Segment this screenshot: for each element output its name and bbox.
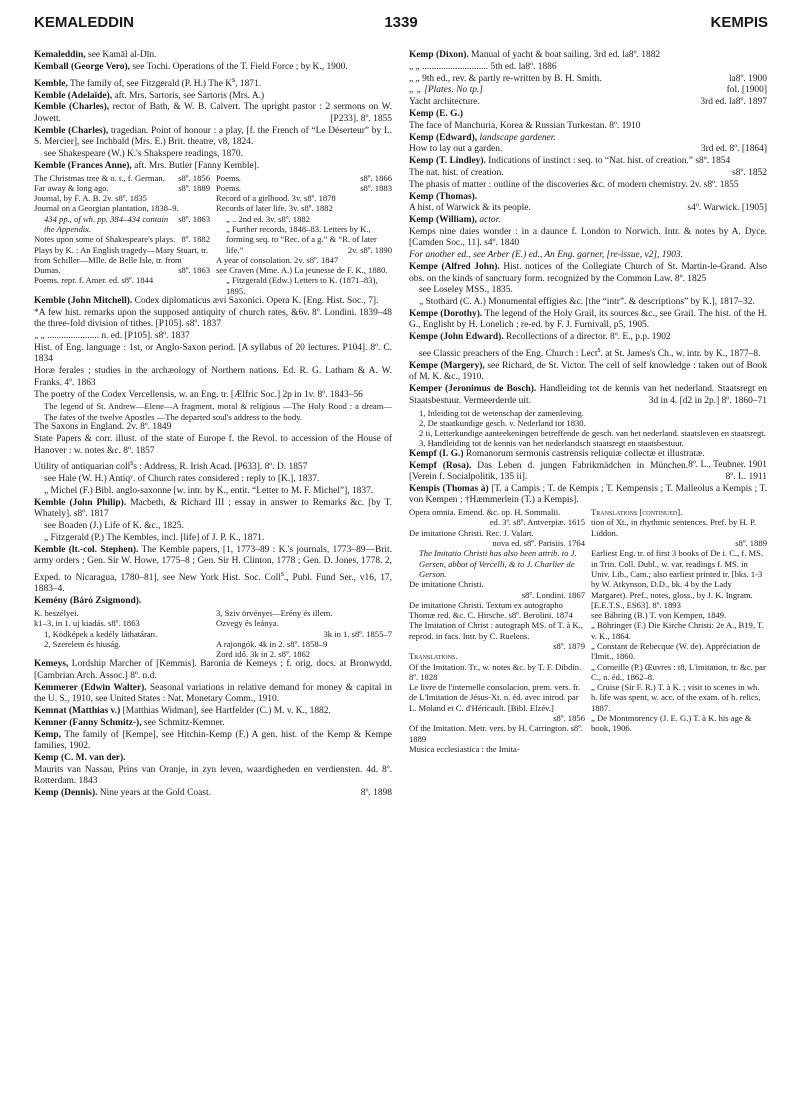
kemble-philip-see: „ Fitzgerald (P.) The Kembles, incl. [life] of J. P. K., 1871. [44,532,265,543]
kemble-john-work: The Saxons in England. 2v. 8º. 1849 [34,422,172,433]
entry-kempis: Kempis (Thomas à) [T. a Campis ; T. de Kempis ; T. Kempensis ; T. Malleolus a Kempis ; T. von Kempen ; †Hæmmerlein (T.) a Kempis]. [409,483,767,506]
work: De imitatione Christi. [409,579,484,590]
entry-kempf-rosa: Kempf (Rosa). Das Leben d. jungen Fabrikmädchen in München. [Verein f. Socialpolitik, 135 ii]. 8º. L. 1911 [409,460,767,483]
kemp-william-work: Kemps nine daies wonder : in a daunce f. London to Norwich. Intr. & notes by A. Dyce. [Camden Soc., 11]. s4º. 1840 [409,226,767,249]
list-item: 3, Handleiding tot de kennis van het nederlandsch staatsregt en staatsbestuur. [419,438,684,449]
header-left: KEMALEDDIN [34,14,134,31]
work: see Craven (Mme. A.) La jeunesse de F. K., 1880. [216,265,388,276]
entry-kemp-cm: Kemp (C. M. van der). [34,752,126,763]
entry-kemball: Kemball (George Vero), see Tochi. Operations of the T. Field Force ; by K., 1900. [34,61,348,72]
work: Zord idő. 3k in 2. s8º. 1862 [216,649,311,660]
entry-kemble-john: Kemble (John Mitchell). Codex diplomaticus ævi Saxonici. Opera K. [Eng. Hist. Soc., 7]. 6v. 8º. Londini. 1839–48 [34,296,392,318]
kemble-john-work: Utility of antiquarian coll$^s$s : Address, R. Irish Acad. [P633]. 8º. D. 1857 [34,458,308,473]
work: Journal, by F. A. B. 2v. s8º. 1835 [34,193,147,204]
entry-kempe-dorothy: Kempe (Dorothy). The legend of the Holy Grail, its sources &c., see Grail. The hist. of the H. G., Englisht by H. Lonelich ; re-ed. by F. J. Furnivall, p5, 1905. [409,308,767,331]
work: „ De Montmorency (J. E. G.) T. à K. his age & book, 1906. [591,713,752,734]
entry-kemp-eg: Kemp (E. G.) [409,108,463,119]
work: s8º. 1856 [553,713,585,724]
right-column [409,50,767,754]
kempis-works [409,507,767,754]
section-heading: Translations. [409,651,458,662]
list-item: 2, De staatkundige gesch. v. Nederland tot 1830. [419,417,586,428]
kemble-frances-works [34,173,392,297]
work: tion of Xt., in rhythmic sentences. Pref. by H. P. Liddon. [591,517,756,538]
work: Notes upon some of Shakespeare's plays. 8º. 1882 [34,234,210,245]
kemp-lindley-work: The phasis of matter : outline of the discoveries &c. of modern chemistry. 2v. s8º. 1855 [409,179,739,190]
work: „ Further records, 1848–83. Letters by K., forming seq. to “Rec. of a g.” & “R. of later life.” 2v. s8º. 1890 [226,224,392,255]
kemp-dixon-ed: „ „ 9th ed., rev. & partly re-written by B. H. Smith. la8º. 1900 [409,73,767,84]
work: „ Böhringer (F.) Die Kirche Christi: 2e A., B19, T. v. K., 1864. [591,620,764,641]
work: Poems. s8º. 1866 [216,172,392,183]
kemp-edward-work: How to lay out a garden. 3rd ed. 8º. [1864] [409,144,767,155]
kemble-frances-works-left [34,173,210,297]
page-number: 1339 [384,14,418,31]
work: K. beszélyei. [34,608,79,618]
kempis-works-right [591,507,767,754]
work: A year of consolation. 2v. s8º. 1847 [216,254,339,265]
entry-kempe-margery: Kempe (Margery), see Richard, de St. Victor. The cell of self knowledge : taken out of Book of M. K. &c., 1910. [409,360,767,383]
entry-kemp-family: Kemp, The family of [Kempe], see Hitchin-Kemp (F.) A gen. hist. of the Kemp & Kempe families, 1902. [34,729,392,752]
work: „ Corneille (P.) Œuvres : t8, L'imitation, tr. &c. par C., n. éd., 1862–8. [591,661,766,682]
entry-kemp-william: Kemp (William), actor. [409,215,501,226]
entry-kemble-frances: Kemble (Frances Anne), aft. Mrs. Butler [Fanny Kemble]. [34,160,260,171]
work: Records of later life. 3v. s8º. 1882 [216,203,333,214]
entry-kemble-adelaide: Kemble (Adelaide), aft. Mrs. Sartoris, see Sartoris (Mrs. A.) [34,90,265,101]
work: De imitatione Christi. Textum ex autographo Thomæ red. &c. C. Hirsche. s8º. Berolini. 1874 [409,599,573,621]
kemble-john-work: Horæ ferales ; studies in the archæology of Northern nations. Ed. R. G. Latham & A. W. Franks. 4º. 1863 [34,366,392,388]
work: Far away & long ago. s8º. 1889 [34,182,210,193]
work: Plays by K. : An English tragedy—Mary Stuart, tr. from Schiller—Mlle. de Belle Isle, tr. from Dumas. s8º. 1863 [34,244,210,276]
work: The Christmas tree & o. t., f. German. s8º. 1856 [34,172,210,183]
entry-kemeny: Kemény (Báró Zsigmond). [34,596,142,607]
kemble-john-work: The poetry of the Codex Vercellensis, w. an Eng. tr. [Ælfric Soc.] 2p in 1v. 8º. 1843–56 [34,389,363,400]
section-heading: Translations [continued]. [591,507,683,518]
entry-kemp-thomas: Kemp (Thomas). [409,191,478,202]
work: see Bähring (B.) T. von Kempen, 1849. [591,610,727,621]
work: Ozvegy és leánya. [216,618,279,629]
entry-kemaleddin: Kemaleddin, see Kamāl al-Dīn. [34,50,157,60]
kemeny-works-right [216,608,392,659]
work: 2, Szerelem és hiuság. [44,638,121,649]
work: Record of a girlhood. 3v. s8º. 1878 [216,193,336,204]
work-note: The Imitatio Christi has also been attrib. to J. Gersen, abbot of Vercelli, & to J. Charlier de Gerson. [419,548,577,579]
kemp-dixon-ed: „ „ ............................ 5th ed. la8º. 1886 [409,61,557,72]
entry-kemper: Kemper (Jeronimus de Bosch). Handleiding tot de kennis van het nederland. Staatsregt en Staatsbestuur. Vermeerderde uit. 3d in 4. [d2 in 2p.] 8º. 1860–71 [409,384,768,406]
work: Of the Imitation. Tr., w. notes &c. by T. F. Dibdin. 8º. 1828 [409,661,582,682]
kemble-john-work: Hist. of Eng. language : 1st, or Anglo-Saxon period. [A syllabus of 20 lectures. P104]. 8º. C. 1834 [34,342,392,365]
work: The Imitation of Christ : autograph MS. of T. à K., reprod. in facs. Intr. by C. Ruelens. [409,620,583,641]
work: ed. 3ª. s8º. Antverpiæ. 1615 [489,517,585,528]
list-item: 1, Inleiding tot de wetenschap der zamenleving. [419,407,584,418]
kemble-philip-see: see Boaden (J.) Life of K. &c., 1825. [44,521,184,532]
work: De imitatione Christi. Rec. J. Valart. [409,527,534,538]
entry-kemble-charles-rector: Kemble (Charles), rector of Bath, & W. B. Calvert. The upright pastor : 2 sermons on W. Jowett. [P233]. 8º. 1855 [34,102,392,124]
work: Opera omnia. Emend. &c. op. H. Sommalii. [409,507,561,518]
kemble-john-work: „ „ ...................... n. ed. [P105]. s8º. 1837 [34,331,190,342]
work: Of the Imitation. Metr. vers. by H. Carrington. s8º. 1889 [409,723,584,744]
work: „ Cruise (Sir F. R.) T. à K. ; visit to scenes in wh. h. life was spent, w. acc. of the exam. of h. relics, 1887. [591,682,761,713]
entry-kemp-lindley: Kemp (T. Lindley). Indications of instinct : seq. to “Nat. hist. of creation.” s8º. 1854 [409,156,731,167]
work: 1, Ködképek a kedély láthatáran. [44,628,158,639]
list-item: 2 ii, Letterkundige aanteekeningen betreffende de gesch. van het nederland. staatsleven en staatsregt. [419,428,766,439]
entry-kemp-dennis: Kemp (Dennis). Nine years at the Gold Coast. 8º. 1898 [34,788,392,799]
kemble-john-work: State Papers & corr. illust. of the state of Europe f. the Revol. to accession of the House of Hanover : w. notes &c. 8º. 1857 [34,434,392,456]
kemeny-works-left [34,608,210,659]
work: „ .. 2nd ed. 3v. s8º. 1882 [226,213,310,224]
entry-kemble-stephen: Kemble (lt.-col. Stephen). The Kemble papers, [1, 1773–89 : K.'s journals, 1773–89—Brit. army orders ; Gen. Sir W. Howe, 1775–8 ; Gen. Sir H. Clinton, 1778 ; Gen. D. Jones, 1778. 2, Exped. to Nicaragua, 1780–81], see New York Hist. Soc. Coll$^s$., Publ. Fund Ser., v16, 17, 1883–4. [34,544,392,595]
work: Poems. repr. f. Amer. ed. s8º. 1844 [34,275,154,286]
work: Musica ecclesiastica : the Imita- [409,743,520,754]
entry-kemner: Kemner (Fanny Schmitz-), see Schmitz-Kemner. [34,717,225,728]
entry-kemnat: Kemnat (Matthias v.) [Matthias Widman], see Hartfelder (C.) M. v. K., 1882. [34,706,331,717]
entry-kemble-family: Kemble, The family of, see Fitzgerald (P. H.) The $K^s$, 1871. [34,74,262,89]
work: s8º. 1889 [735,538,767,549]
work: Journal on a Georgian plantation, 1838–9. s8º. 1863 [34,203,210,224]
kemble-john-see: „ Michel (F.) Bibl. anglo-saxonne [w. intr. by K., entit. “Letter to M. F. Michel”], 1837. [44,486,374,497]
kemp-cm-work: Maurits van Nassau, Prins van Oranje, in zyn leven, waardigheden en verdiensten. 4d. 8º. Rotterdam. 1843 [34,764,392,787]
work: 3, Sziv örvényei—Erény és illem. [216,608,333,618]
work-note: 434 pp., of wh. pp. 384–434 contain the Appendix. [44,213,169,234]
work: A rajongók. 4k in 2. s8º. 1858–9 [216,638,328,649]
work: k1–3, in 1. uj kiadás. s8º. 1863 [34,618,140,629]
kempe-alfred-see: „ Stothard (C. A.) Monumental effigies &c. [the “intr”. & descriptions” by K.], 1817–32. [419,297,755,308]
entry-kemble-charles-tragedian: Kemble (Charles), tragedian. Point of honour : a play, [f. the French of “Le Déserteur” by L. S. Mercier], see Inchbald (Mrs. E.) Brit. theatre, v8, 1824. [34,125,392,148]
kemp-lindley-work: The nat. hist. of creation. s8º. 1852 [409,167,767,178]
entry-kemp-dixon: Kemp (Dixon). Manual of yacht & boat sailing. 3rd ed. la8º. 1882 [409,50,661,60]
kemble-frances-works-right [216,173,392,297]
work: Le livre de l'internelle consolacion, prem. vers. fr. de L'Imitation de Jésus-Xt. n. éd. avec introd. par L. Moland et C. d'Héricault. [Bibl. Elzév.] [409,682,581,713]
entry-kemeys: Kemeys, Lordship Marcher of [Kemmis]. Baronia de Kemeys ; f. orig. docs. at Bronwydd. [Cambrian Arch. Assoc.] 8º. n.d. [34,659,392,681]
entry-kempe-alfred: Kempe (Alfred John). Hist. notices of the Collegiate Church of St. Martin-le-Grand. Also obs. on the kinds of sanctuary form. recognized by the Common Law. 8º. 1825 [409,262,767,284]
entry-kemp-edward: Kemp (Edward), landscape gardener. [409,132,556,143]
entry-kemble-charles-see: see Shakespeare (W.) K.'s Shakspere readings, 1870. [44,148,243,159]
work: s8º. Londini. 1867 [521,589,585,600]
kemp-eg-work: The face of Manchuria, Korea & Russian Turkestan. 8º. 1910 [409,120,641,131]
kemble-john-work: *A few hist. remarks upon the supposed antiquity of church rates, & the three-fold division of tithes. [P105]. s8º. 1837 [34,307,299,330]
work: nova ed. s8º. Parisiis. 1764 [492,538,585,549]
kemp-dixon-plates: „ „ [Plates. No tp.] fol. [1900] [409,85,767,96]
running-header [34,14,768,36]
kempis-works-left [409,507,585,754]
kempe-alfred-see: see Loseley MSS., 1835. [419,285,513,296]
kempe-je-see: see Classic preachers of the Eng. Church : Lect$^s$. at St. James's Ch., w. intr. by K., 1877–8. [419,345,761,360]
kemble-john-contents: The legend of St. Andrew—Elene—A fragment, moral & religious —The Holy Rood : a dream—The fates of the twelve Apostles —The departed soul's address to the body. [44,401,392,422]
entry-kemmerer: Kemmerer (Edwin Walter). Seasonal variations in relative demand for money & capital in the U. S., 1910, see United States : Nat. Monetary Comm., 1910. [34,682,393,705]
work: Poems. s8º. 1883 [216,182,392,193]
header-right: KEMPIS [710,14,768,31]
work: s8º. 1879 [553,641,585,651]
kemeny-works [34,608,392,659]
kemble-john-see: see Hale (W. H.) Antiqʸ. of Church rates considered : reply to [K.], 1837. [44,474,320,485]
kemp-thomas-work: A hist. of Warwick & its people. s4º. Warwick. [1905] [409,203,767,214]
kemper-contents [409,408,767,449]
left-column [34,50,392,800]
kemp-dixon-work: Yacht architecture. 3rd ed. la8º. 1897 [409,97,767,108]
entry-kempf-ig: Kempf (I. G.) Romanorum sermonis castrensis reliquiæ collectæ et illustratæ. 8º. L., Teubner. 1901 [409,448,767,471]
work: Earliest Eng. tr. of first 3 books of De i. C., f. MS. in Trin. Coll. Dubl., w. var. readings f. MS. in Univ. Lib., Cam.; also earliest printed tr. [bks. 1-3 by W. Atkynson, D.D., bk. 4 by the Lady Margaret). Pref., notes, gloss., by J. K. Ingram. [E.E.T.S., ES63]. 8º. 1893 [591,548,764,610]
work: 3k in 1. s8º. 1855–7 [323,628,392,639]
work: „ Constant de Rebecque (W. de). Appréciation de l'Imit., 1860. [591,641,761,662]
kemp-william-see: For another ed., see Arber (E.) ed., An Eng. garner, [re-issue, v2], 1903. [409,250,683,261]
work: „ Fitzgerald (Edw.) Letters to K. (1871–83), 1895. [226,275,378,296]
entry-kempe-john-edward: Kempe (John Edward). Recollections of a director. 8º. E., p.p. 1902 [409,332,671,343]
entry-kemble-john-philip: Kemble (John Philip). Macbeth, & Richard III ; essay in answer to Remarks &c. [by T. Whately]. s8º. 1817 [34,497,392,520]
